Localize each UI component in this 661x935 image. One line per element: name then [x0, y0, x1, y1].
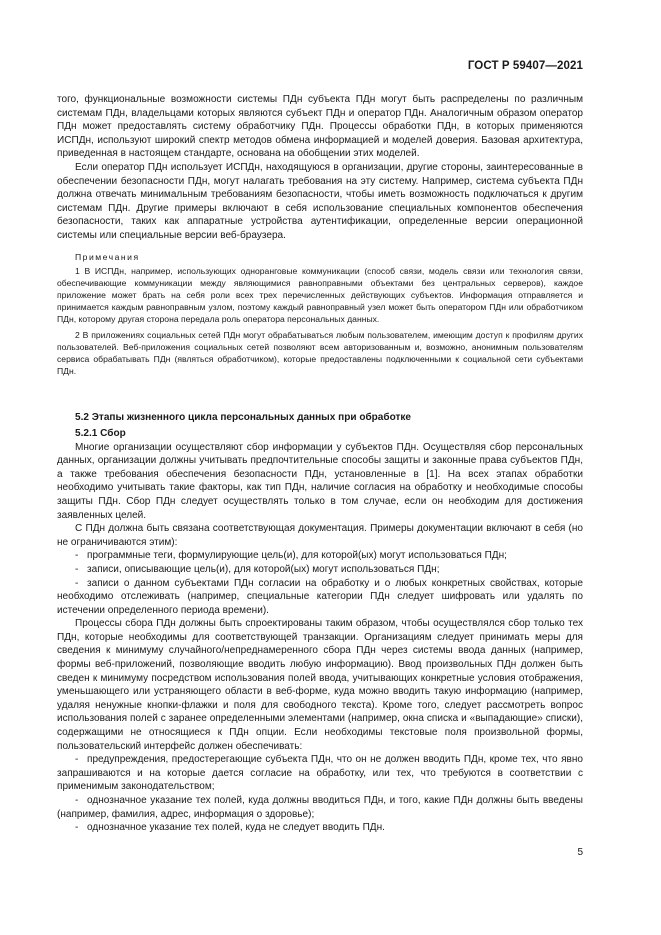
- paragraph: Процессы сбора ПДн должны быть спроектированы таким образом, чтобы осуществлялся сбор только тех ПДн, которые необходимы для соответствующей транзакции. Организациям следует принимать меры для сведения к минимуму случайного/непреднамеренного сбора ПДн через системы ввода данных (например, формы веб-приложений, позволяющие вводить любую информацию). Ввод произвольных ПДн должен быть сведен к минимуму посредством использования полей ввода, учитывающих конкретные условия отображения, уменьшающего или устраняющего области в веб-форме, куда можно вводить такую информацию (например, удаляя ненужные кнопки-флажки и поля для свободного текста). Кроме того, следует рассмотреть вопрос использования полей с заранее определенными элементами (например, окна списка и «выпадающие» списки), содержащими не относящиеся к ПДн опции. Если необходимы текстовые поля произвольной формы, пользовательский интерфейс должен обеспечивать:: [57, 618, 583, 752]
- list-documentation: [57, 549, 583, 617]
- list-item: - однозначное указание тех полей, куда должны вводиться ПДн, и того, какие ПДн должны быть введены (например, фамилия, адрес, информация о здоровье);: [57, 795, 583, 820]
- section-title: 5.2 Этапы жизненного цикла персональных данных при обработке: [75, 412, 412, 424]
- list-item: - записи, описывающие цель(и), для которой(ых) могут использоваться ПДн;: [75, 563, 440, 575]
- list-item: - предупреждения, предостерегающие субъекта ПДн, что он не должен вводить ПДн, кроме тех, что явно запрашиваются и на которые дается согласие на обработку, или тех, что требуются в соответствии с применимым законодательством;: [57, 754, 583, 793]
- document-header: ГОСТ Р 59407—2021: [467, 60, 583, 72]
- document-body: [57, 93, 583, 835]
- paragraph: того, функциональные возможности системы ПДн субъекта ПДн могут быть распределены по различным системам ПДн, владельцами которых являются субъект ПДн и оператор ПДн. Аналогичным образом оператор ПДн может предоставлять систему обработчику ПДн. Процессы обработки ПДн, в которых применяются ИСПДн, используют широкий спектр методов обмена информацией и моделей доверия. Базовая архитектура, приведенная в настоящем стандарте, основана на обобщении этих моделей.: [57, 94, 583, 160]
- list-item: - однозначное указание тех полей, куда не следует вводить ПДн.: [75, 822, 385, 834]
- list-item: - программные теги, формулирующие цель(и), для которой(ых) могут использоваться ПДн;: [75, 550, 507, 562]
- subsection-title: 5.2.1 Сбор: [75, 427, 126, 439]
- paragraph: Если оператор ПДн использует ИСПДн, находящуюся в организации, другие стороны, заинтересованные в обеспечении безопасности ПДн, могут налагать требования на эту систему. Например, система субъекта ПДн должна отвечать минимальным требованиям безопасности, чтобы иметь возможность подключаться к другим системам ПДн. Другие примеры включают в себя использование специальных компонентов обеспечения безопасности, таких как аппаратные устройства аутентификации, определенные версии операционной системы или специальные версии веб-браузера.: [57, 161, 583, 241]
- paragraph: Многие организации осуществляют сбор информации у субъектов ПДн. Осуществляя сбор персональных данных, организации должны учитывать предпочтительные способы защиты и законные права субъектов ПДн, а также требования обеспечения безопасности ПДн, установленные в [1]. На всех этапах обработки необходимо учитывать такие факторы, как тип ПДн, наличие согласия на обработку и необходимые способы защиты ПДн. Сбор ПДн следует осуществлять только в том случае, если он необходим для достижения заявленных целей.: [57, 441, 583, 521]
- note-2: 2 В приложениях социальных сетей ПДн могут обрабатываться любым пользователем, имеющим доступ к профилям других пользователей. Веб-приложения социальных сетей позволяют всем авторизованным и, возможно, анонимным пользователям сервиса обрабатывать ПДн (являться обработчиком), которые предоставлены подключенными к социальной сети субъектами ПДн.: [57, 330, 583, 377]
- list-item: - записи о данном субъектами ПДн согласии на обработку и о любых конкретных свойствах, которые необходимо отслеживать (например, специальные категории ПДн следует шифровать или удалять по истечении определенного периода времени).: [57, 577, 583, 616]
- page-number: 5: [577, 847, 583, 858]
- paragraph: С ПДн должна быть связана соответствующая документация. Примеры документации включают в себя (но не ограничиваются этим):: [57, 523, 583, 548]
- list-interface-requirements: [57, 753, 583, 835]
- note-1: 1 В ИСПДн, например, использующих одноранговые коммуникации (способ связи, модель связи или технология связи, обеспечивающие коммуникации между являющимися равноправными объектами без центральных серверов), каждое приложение может брать на себя роли всех трех перечисленных действующих субъектов. Информация отправляется и принимается каждым равноправным узлом, поэтому каждый равноправный узел может быть оператором ПДн или обработчиком ПДн, которому другая сторона передала роль оператора персональных данных.: [57, 265, 583, 324]
- notes-title: Примечания: [75, 251, 140, 262]
